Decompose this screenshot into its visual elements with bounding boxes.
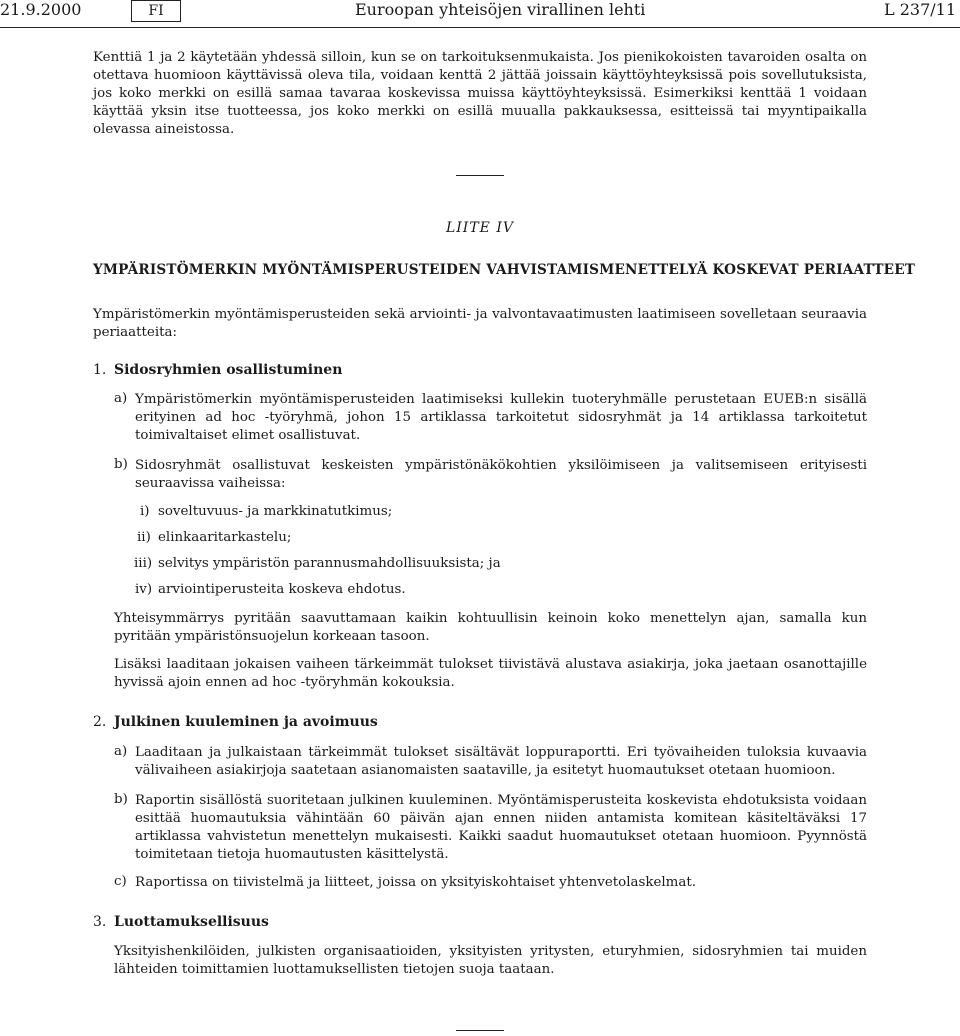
section-title: Sidosryhmien osallistuminen (114, 362, 343, 378)
section-title: Julkinen kuuleminen ja avoimuus (114, 714, 378, 730)
language-badge: FI (131, 0, 181, 22)
section-title: Luottamuksellisuus (114, 914, 269, 930)
subitem-label: iv) (135, 582, 153, 597)
subitem-text: selvitys ympäristön parannusmahdollisuuksista; ja (158, 556, 501, 571)
body-paragraph: Yhteisymmärrys pyritään saavuttamaan kaikin kohtuullisin keinoin koko menettelyn ajan, samalla kun pyritään ympäristönsuojelun korkeaan tasoon. (114, 611, 867, 644)
item-label: c) (114, 874, 127, 889)
page-number: L 237/11 (884, 0, 956, 19)
item-label: a) (114, 391, 128, 406)
section-number: 3. (93, 914, 107, 930)
section-number: 1. (93, 362, 107, 378)
subitem-text: elinkaaritarkastelu; (158, 530, 292, 545)
header-rule (0, 27, 960, 28)
body-paragraph: Yksityishenkilöiden, julkisten organisaatioiden, yksityisten yritysten, eturyhmien, sidosryhmien tai muiden lähteiden toimittamien luottamuksellisten tietojen suoja taataan. (114, 944, 867, 977)
main-heading: YMPÄRISTÖMERKIN MYÖNTÄMISPERUSTEIDEN VAHVISTAMISMENETTELYÄ KOSKEVAT PERIAATTEET (93, 262, 916, 278)
page-header (0, 0, 960, 30)
header-date: 21.9.2000 (0, 0, 82, 19)
subitem-text: arviointiperusteita koskeva ehdotus. (158, 582, 406, 597)
item-text: Sidosryhmät osallistuvat keskeisten ympäristönäkökohtien yksilöimiseen ja valitsemiseen erityisesti seuraavissa vaiheissa: (135, 458, 867, 491)
separator-line (456, 175, 504, 176)
subitem-label: i) (140, 504, 150, 519)
subitem-label: ii) (137, 530, 151, 545)
item-label: b) (114, 457, 128, 472)
item-text: Ympäristömerkin myöntämisperusteiden laatimiseksi kullekin tuoteryhmälle perustetaan EUEB:n sisällä erityinen ad hoc -työryhmä, johon 15 artiklassa tarkoitetut sidosryhmät ja 14 artiklassa tarkoitetut toimivaltaiset elimet osallistuvat. (135, 392, 867, 443)
item-label: a) (114, 744, 128, 759)
separator-line (456, 1030, 504, 1031)
annex-title: LIITE IV (445, 220, 514, 236)
journal-title: Euroopan yhteisöjen virallinen lehti (355, 0, 646, 19)
lead-paragraph: Ympäristömerkin myöntämisperusteiden sekä arviointi- ja valvontavaatimusten laatimiseen sovelletaan seuraavia periaatteita: (93, 307, 867, 340)
item-label: b) (114, 792, 128, 807)
item-text: Raportin sisällöstä suoritetaan julkinen kuuleminen. Myöntämisperusteita koskevista ehdotuksista voidaan esittää huomautuksia vähintään 60 päivän ajan ennen niiden antamista komitean käsiteltäväksi 17 artiklassa vahvistetun menettelyn mukaisesti. Kaikki saadut huomautukset otetaan huomioon. Pyynnöstä toimitetaan tietoja huomautusten käsittelystä. (135, 793, 867, 862)
item-text: Raportissa on tiivistelmä ja liitteet, joissa on yksityiskohtaiset yhtenvetolaskelmat. (135, 875, 697, 890)
intro-paragraph: Kenttiä 1 ja 2 käytetään yhdessä silloin, kun se on tarkoituksenmukaista. Jos pienikokoisten tavaroiden osalta on otettava huomioon käyttävissä oleva tila, voidaan kenttä 2 jättää joissain käyttöyhteyksissä pois sovellutuksista, jos koko merkki on esillä samaa tavaraa koskevissa muissa käyttöyhteyksissä. Esimerkiksi kenttää 1 voidaan käyttää yksin itse tuotteessa, jos koko merkki on esillä muualla pakkauksessa, esitteissä tai myyntipaikalla olevassa aineistossa. (93, 50, 867, 137)
body-paragraph: Lisäksi laaditaan jokaisen vaiheen tärkeimmät tulokset tiivistävä alustava asiakirja, joka jaetaan osanottajille hyvissä ajoin ennen ad hoc -työryhmän kokouksia. (114, 657, 867, 690)
item-text: Laaditaan ja julkaistaan tärkeimmät tulokset sisältävät loppuraportti. Eri työvaiheiden tuloksia kuvaavia välivaiheen asiakirjoja saatetaan asianomaisten saataville, ja esitetyt huomautukset otetaan huomioon. (135, 745, 867, 778)
section-number: 2. (93, 714, 107, 730)
subitem-label: iii) (134, 556, 153, 571)
subitem-text: soveltuvuus- ja markkinatutkimus; (158, 504, 393, 519)
